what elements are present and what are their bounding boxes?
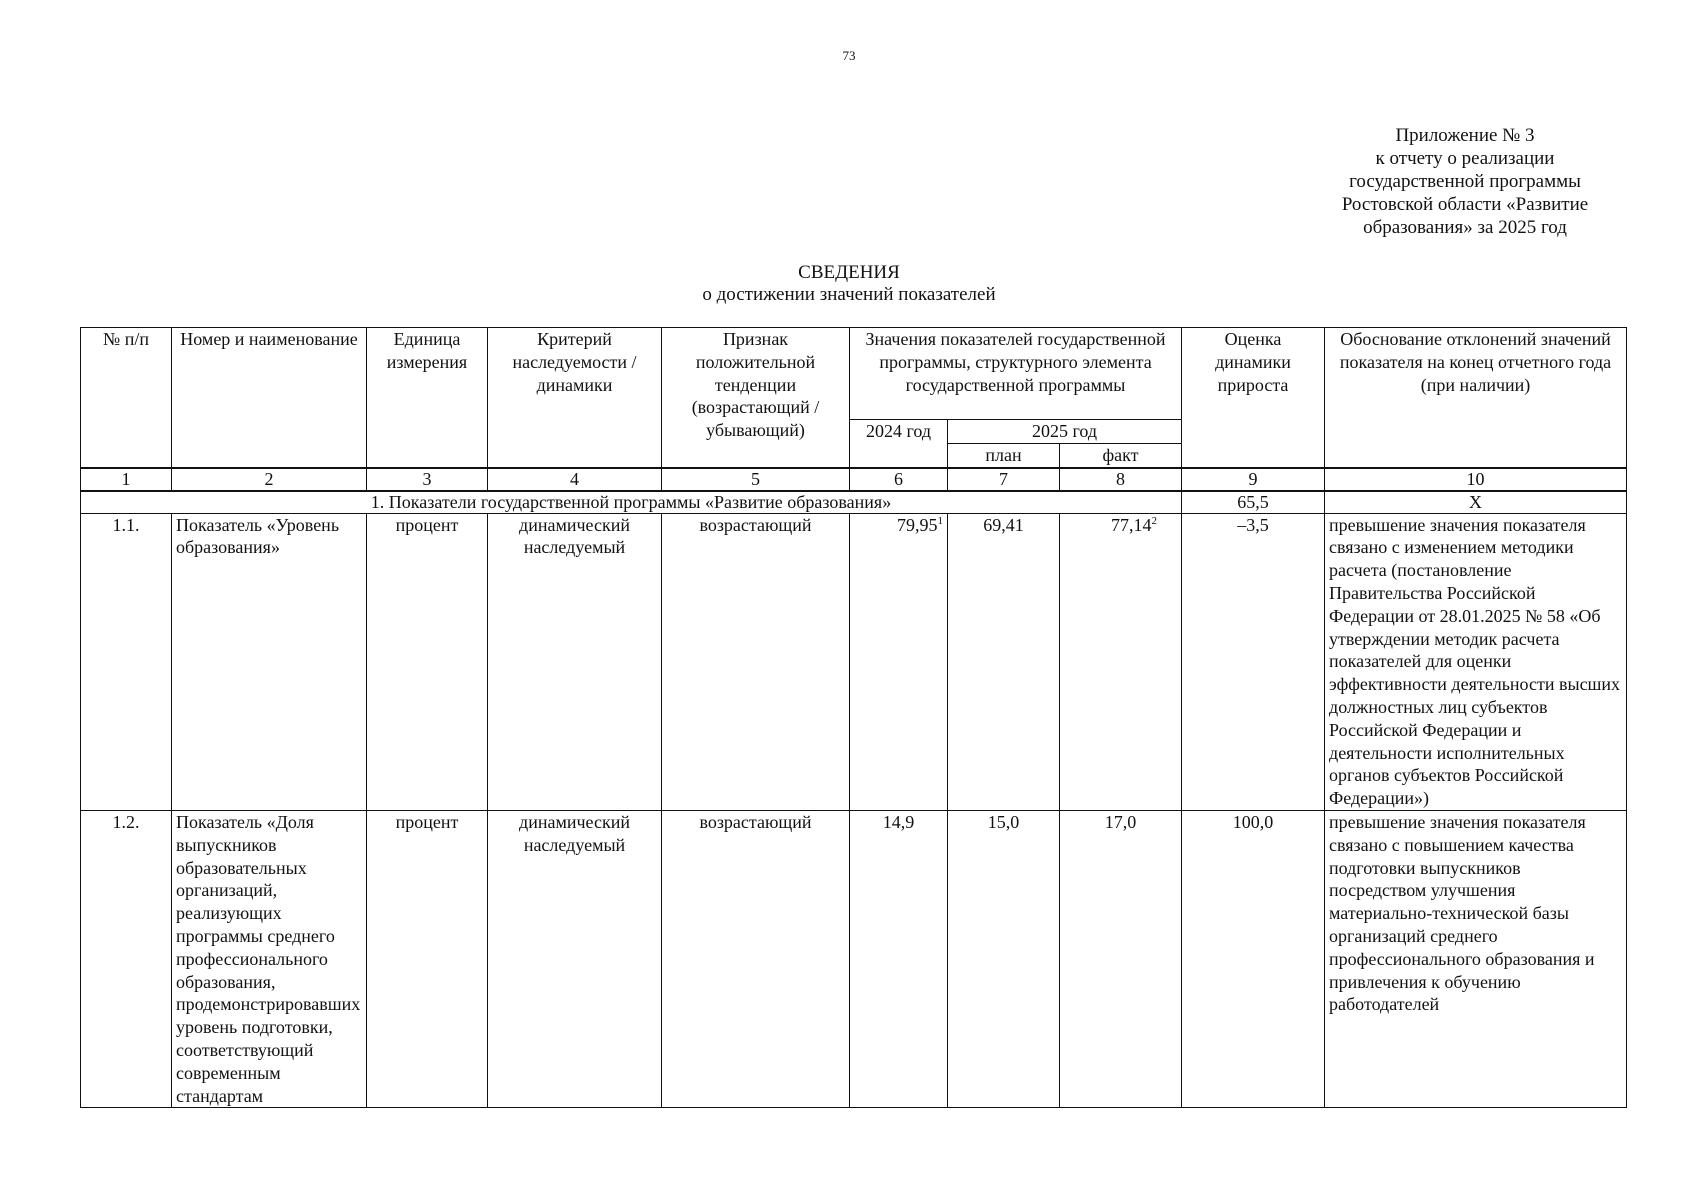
row-growth: –3,5 xyxy=(1182,513,1325,810)
section-justification: Х xyxy=(1325,491,1627,514)
appendix-line: государственной программы xyxy=(1349,171,1581,192)
row-name: Показатель «Уровень образования» xyxy=(172,513,367,810)
header-name: Номер и наименование xyxy=(172,328,367,468)
appendix-header xyxy=(1310,124,1620,239)
page-number: 73 xyxy=(842,48,856,63)
row-name: Показатель «Доля выпускников образовательных организаций, реализующих программы среднего профессионального образования, продемонстрировавших уровень подготовки, соответствующий современным стандартам xyxy=(172,810,367,1107)
header-unit: Единица измерения xyxy=(367,328,488,468)
row-criterion: динамический наследуемый xyxy=(488,513,662,810)
row-fact: 17,0 xyxy=(1060,810,1182,1107)
header-plan: план xyxy=(948,443,1060,467)
row-fact: 77,14 xyxy=(1111,514,1152,535)
appendix-line: к отчету о реализации xyxy=(1375,148,1555,169)
column-numbers-row xyxy=(81,468,1627,491)
row-unit: процент xyxy=(367,810,488,1107)
row-plan: 15,0 xyxy=(948,810,1060,1107)
column-number: 9 xyxy=(1182,468,1325,491)
footnote-ref: 2 xyxy=(1151,514,1158,527)
column-number: 10 xyxy=(1325,468,1627,491)
row-fact-cell xyxy=(1060,513,1182,810)
column-number: 1 xyxy=(81,468,172,491)
row-prev-cell xyxy=(850,513,948,810)
column-number: 3 xyxy=(367,468,488,491)
row-unit: процент xyxy=(367,513,488,810)
section-title: 1. Показатели государственной программы «Развитие образования» xyxy=(81,491,1182,514)
row-num: 1.1. xyxy=(81,513,172,810)
column-number: 8 xyxy=(1060,468,1182,491)
row-criterion: динамический наследуемый xyxy=(488,810,662,1107)
document-title xyxy=(0,262,1698,306)
header-year-prev: 2024 год xyxy=(850,420,948,468)
column-number: 5 xyxy=(662,468,850,491)
column-number: 6 xyxy=(850,468,948,491)
section-row xyxy=(81,491,1627,514)
section-growth: 65,5 xyxy=(1182,491,1325,514)
row-justification: превышение значения показателя связано с повышением качества подготовки выпускников посредством улучшения материально-технической базы организаций среднего профессионального образования и привлечения к обучению работодателей xyxy=(1325,810,1627,1107)
footnote-ref: 1 xyxy=(937,514,943,527)
title-main: СВЕДЕНИЯ xyxy=(798,262,900,283)
row-trend: возрастающий xyxy=(662,513,850,810)
column-number: 2 xyxy=(172,468,367,491)
header-year-cur: 2025 год xyxy=(948,420,1182,444)
header-num: № п/п xyxy=(81,328,172,468)
row-growth: 100,0 xyxy=(1182,810,1325,1107)
header-trend: Признак положительной тенденции (возрастающий / убывающий) xyxy=(662,328,850,468)
row-prev: 79,95 xyxy=(897,514,938,535)
header-values-group: Значения показателей государственной программы, структурного элемента государственной программы xyxy=(850,328,1182,420)
header-justification: Обоснование отклонений значений показателя на конец отчетного года (при наличии) xyxy=(1325,328,1627,468)
appendix-line: образования» за 2025 год xyxy=(1363,217,1567,238)
row-justification: превышение значения показателя связано с изменением методики расчета (постановление Правительства Российской Федерации от 28.01.2025 № 58 «Об утверждении методик расчета показателей для оценки эффективности деятельности высших должностных лиц субъектов Российской Федерации и деятельности исполнительных органов субъектов Российской Федерации») xyxy=(1325,513,1627,810)
table-row xyxy=(81,513,1627,810)
header-fact: факт xyxy=(1060,443,1182,467)
row-num: 1.2. xyxy=(81,810,172,1107)
row-trend: возрастающий xyxy=(662,810,850,1107)
header-criterion: Критерий наследуемости / динамики xyxy=(488,328,662,468)
column-number: 4 xyxy=(488,468,662,491)
appendix-line: Ростовской области «Развитие xyxy=(1341,194,1589,215)
table-row xyxy=(81,810,1627,1107)
row-prev: 14,9 xyxy=(850,810,948,1107)
appendix-line: Приложение № 3 xyxy=(1395,125,1535,146)
row-plan: 69,41 xyxy=(948,513,1060,810)
header-growth: Оценка динамики прироста xyxy=(1182,328,1325,468)
title-sub: о достижении значений показателей xyxy=(702,284,996,305)
column-number: 7 xyxy=(948,468,1060,491)
indicators-table xyxy=(80,327,1627,1108)
